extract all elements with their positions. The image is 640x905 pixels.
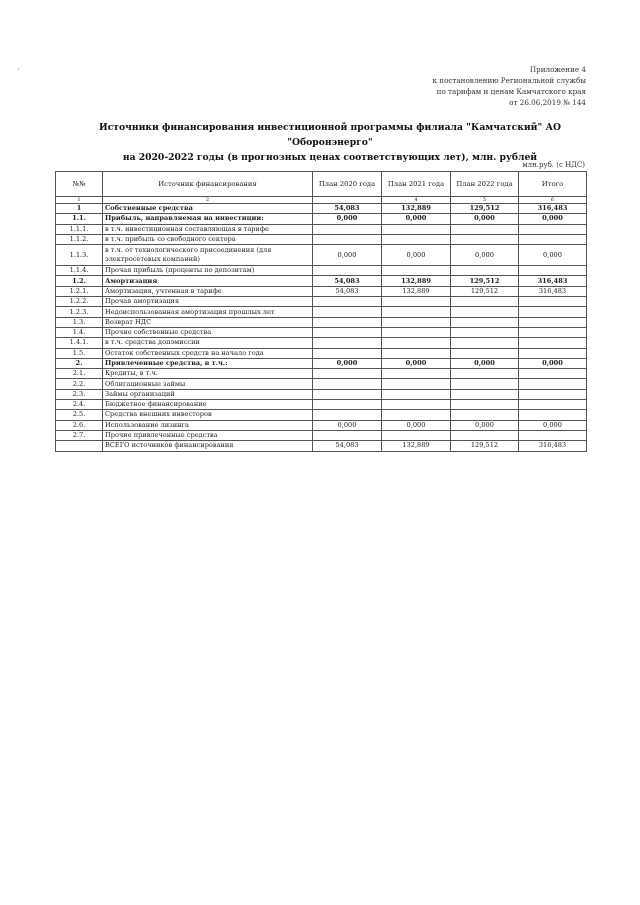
row-source-name: Использование лизинга	[103, 420, 313, 430]
row-source-name: Прочие собственные средства	[103, 327, 313, 337]
row-plan-2021	[382, 297, 451, 307]
row-plan-2020	[313, 297, 382, 307]
row-number: 1.2.3.	[56, 307, 103, 317]
row-number: 1.2.1.	[56, 286, 103, 296]
row-source-name: Бюджетное финансирование	[103, 400, 313, 410]
row-plan-2021	[382, 379, 451, 389]
row-total	[519, 389, 587, 399]
row-source-name: в т.ч. инвестиционная составляющая в тарифе	[103, 224, 313, 234]
row-source-name: Прибыль, направляемая на инвестиции:	[103, 214, 313, 224]
row-plan-2022: 0,000	[451, 420, 519, 430]
row-plan-2021	[382, 234, 451, 244]
column-number: 2	[103, 197, 313, 204]
row-plan-2022	[451, 389, 519, 399]
row-total	[519, 317, 587, 327]
row-plan-2022: 0,000	[451, 214, 519, 224]
row-plan-2020: 0,000	[313, 358, 382, 368]
row-number: 1.1.3.	[56, 245, 103, 266]
row-plan-2022	[451, 348, 519, 358]
row-total	[519, 369, 587, 379]
table-row	[56, 266, 587, 276]
row-number	[56, 441, 103, 451]
title-line-1: Источники финансирования инвестиционной программы филиала "Камчатский" АО "Оборонэнерго"	[99, 122, 561, 148]
row-plan-2020	[313, 348, 382, 358]
row-plan-2020: 0,000	[313, 420, 382, 430]
financing-table	[55, 171, 587, 452]
row-plan-2021	[382, 327, 451, 337]
row-total: 0,000	[519, 245, 587, 266]
row-plan-2021: 132,889	[382, 276, 451, 286]
row-plan-2020: 54,083	[313, 441, 382, 451]
row-plan-2022: 0,000	[451, 358, 519, 368]
row-plan-2021: 0,000	[382, 420, 451, 430]
row-number: 2.5.	[56, 410, 103, 420]
row-source-name: Амортизация	[103, 276, 313, 286]
row-number: 1.1.4.	[56, 266, 103, 276]
row-source-name: Привлеченные средства, в т.ч.:	[103, 358, 313, 368]
row-plan-2021: 0,000	[382, 214, 451, 224]
row-plan-2020	[313, 327, 382, 337]
row-number: 2.	[56, 358, 103, 368]
header-plan-2020: План 2020 года	[313, 172, 382, 197]
row-plan-2021	[382, 317, 451, 327]
row-plan-2022	[451, 297, 519, 307]
row-number: 1.1.2.	[56, 234, 103, 244]
row-plan-2020: 0,000	[313, 214, 382, 224]
row-plan-2022: 129,512	[451, 276, 519, 286]
row-plan-2021	[382, 224, 451, 234]
row-total: 0,000	[519, 358, 587, 368]
header-plan-2022: План 2022 года	[451, 172, 519, 197]
table-row	[56, 327, 587, 337]
row-number: 1.2.	[56, 276, 103, 286]
row-plan-2020	[313, 307, 382, 317]
appendix-line: к постановлению Региональной службы	[432, 76, 586, 85]
row-source-name: Прочие привлеченные средства	[103, 430, 313, 440]
scan-mark	[18, 68, 19, 70]
row-plan-2021: 0,000	[382, 245, 451, 266]
row-number: 1.3.	[56, 317, 103, 327]
row-total	[519, 234, 587, 244]
row-plan-2021	[382, 410, 451, 420]
row-plan-2020	[313, 369, 382, 379]
row-plan-2021	[382, 266, 451, 276]
table-row	[56, 441, 587, 451]
appendix-line: Приложение 4	[529, 65, 586, 74]
row-plan-2020: 54,083	[313, 204, 382, 214]
row-source-name: Прочая амортизация	[103, 297, 313, 307]
row-total	[519, 297, 587, 307]
row-number: 1	[56, 204, 103, 214]
row-plan-2020: 54,083	[313, 286, 382, 296]
table-row	[56, 358, 587, 368]
row-number: 2.7.	[56, 430, 103, 440]
table-row	[56, 338, 587, 348]
table-row	[56, 430, 587, 440]
row-plan-2020	[313, 379, 382, 389]
row-plan-2022	[451, 410, 519, 420]
row-source-name: Кредиты, в т.ч.	[103, 369, 313, 379]
row-total	[519, 400, 587, 410]
row-source-name: Возврат НДС	[103, 317, 313, 327]
row-plan-2021	[382, 430, 451, 440]
row-plan-2020	[313, 234, 382, 244]
appendix-line: по тарифам и ценам Камчатского края	[436, 87, 586, 96]
row-plan-2021	[382, 348, 451, 358]
row-number: 2.1.	[56, 369, 103, 379]
table-row	[56, 245, 587, 266]
row-source-name: Займы организаций	[103, 389, 313, 399]
row-plan-2021: 132,889	[382, 286, 451, 296]
column-number	[313, 197, 382, 204]
table-row	[56, 286, 587, 296]
row-number: 1.4.	[56, 327, 103, 337]
row-plan-2022: 129,512	[451, 204, 519, 214]
row-plan-2020	[313, 430, 382, 440]
table-row	[56, 410, 587, 420]
row-plan-2022	[451, 307, 519, 317]
row-plan-2022	[451, 400, 519, 410]
row-plan-2022: 0,000	[451, 245, 519, 266]
row-plan-2020: 0,000	[313, 245, 382, 266]
row-source-name: ВСЕГО источников финансирования	[103, 441, 313, 451]
table-row	[56, 420, 587, 430]
row-plan-2022	[451, 234, 519, 244]
row-plan-2020	[313, 338, 382, 348]
row-plan-2022	[451, 266, 519, 276]
row-number: 2.3.	[56, 389, 103, 399]
document-title	[60, 120, 600, 165]
row-source-name: в т.ч. средства допэмиссии	[103, 338, 313, 348]
table-row	[56, 379, 587, 389]
row-plan-2021	[382, 400, 451, 410]
table-row	[56, 369, 587, 379]
row-plan-2020	[313, 317, 382, 327]
row-source-name: Облигационные займы	[103, 379, 313, 389]
table-row	[56, 400, 587, 410]
row-plan-2022	[451, 430, 519, 440]
row-number: 1.1.1.	[56, 224, 103, 234]
column-number-row	[56, 197, 587, 204]
row-total: 316,483	[519, 276, 587, 286]
row-number: 1.2.2.	[56, 297, 103, 307]
table-row	[56, 224, 587, 234]
row-plan-2020: 54,083	[313, 276, 382, 286]
table-row	[56, 307, 587, 317]
table-row	[56, 348, 587, 358]
column-number: 4	[382, 197, 451, 204]
row-plan-2022	[451, 327, 519, 337]
table-body	[56, 197, 587, 452]
row-plan-2021	[382, 307, 451, 317]
row-number: 2.6.	[56, 420, 103, 430]
title-line-2: на 2020-2022 годы (в прогнозных ценах соответствующих лет), млн. рублей	[122, 152, 538, 163]
row-total	[519, 410, 587, 420]
units-label: млн.руб. (с НДС)	[522, 161, 585, 169]
table-row	[56, 389, 587, 399]
row-source-name: в т.ч. от технологического присоединения (для электросетевых компаний)	[103, 245, 313, 266]
row-number: 1.1.	[56, 214, 103, 224]
row-source-name: Недоиспользованная амортизация прошлых лет	[103, 307, 313, 317]
row-plan-2022: 129,512	[451, 441, 519, 451]
row-plan-2022	[451, 224, 519, 234]
table-header-row	[56, 172, 587, 197]
row-plan-2022	[451, 369, 519, 379]
row-source-name: в т.ч. прибыль со свободного сектора	[103, 234, 313, 244]
row-source-name: Собственные средства	[103, 204, 313, 214]
row-plan-2022: 129,512	[451, 286, 519, 296]
row-total	[519, 266, 587, 276]
row-total: 0,000	[519, 420, 587, 430]
row-plan-2020	[313, 224, 382, 234]
row-source-name: Амортизация, учтенная в тарифе	[103, 286, 313, 296]
row-plan-2021	[382, 369, 451, 379]
row-plan-2021	[382, 389, 451, 399]
row-source-name: Остаток собственных средств на начало года	[103, 348, 313, 358]
row-total	[519, 430, 587, 440]
row-plan-2020	[313, 410, 382, 420]
header-source: Источник финансирования	[103, 172, 313, 197]
header-plan-2021: План 2021 года	[382, 172, 451, 197]
column-number: 6	[519, 197, 587, 204]
row-number: 1.4.1.	[56, 338, 103, 348]
row-total	[519, 224, 587, 234]
table-row	[56, 204, 587, 214]
row-plan-2021: 132,889	[382, 441, 451, 451]
row-plan-2020	[313, 389, 382, 399]
row-plan-2020	[313, 400, 382, 410]
row-total: 316,483	[519, 441, 587, 451]
row-number: 2.2.	[56, 379, 103, 389]
row-plan-2022	[451, 379, 519, 389]
row-total	[519, 379, 587, 389]
row-total	[519, 338, 587, 348]
appendix-line: от 26.06.2019 № 144	[509, 98, 586, 107]
table-row	[56, 276, 587, 286]
row-total	[519, 348, 587, 358]
header-total: Итого	[519, 172, 587, 197]
column-number: 5	[451, 197, 519, 204]
row-plan-2021: 0,000	[382, 358, 451, 368]
table-row	[56, 214, 587, 224]
row-total	[519, 307, 587, 317]
row-plan-2022	[451, 338, 519, 348]
table-row	[56, 317, 587, 327]
row-total	[519, 327, 587, 337]
row-source-name: Прочая прибыль (проценты по депозитам)	[103, 266, 313, 276]
row-plan-2021: 132,889	[382, 204, 451, 214]
header-number: №№	[56, 172, 103, 197]
row-total: 316,483	[519, 204, 587, 214]
row-source-name: Средства внешних инвесторов	[103, 410, 313, 420]
column-number: 1	[56, 197, 103, 204]
row-plan-2021	[382, 338, 451, 348]
row-plan-2022	[451, 317, 519, 327]
row-total: 316,483	[519, 286, 587, 296]
row-number: 1.5.	[56, 348, 103, 358]
appendix-note	[433, 64, 587, 108]
table-row	[56, 234, 587, 244]
row-total: 0,000	[519, 214, 587, 224]
row-plan-2020	[313, 266, 382, 276]
table-row	[56, 297, 587, 307]
row-number: 2.4.	[56, 400, 103, 410]
